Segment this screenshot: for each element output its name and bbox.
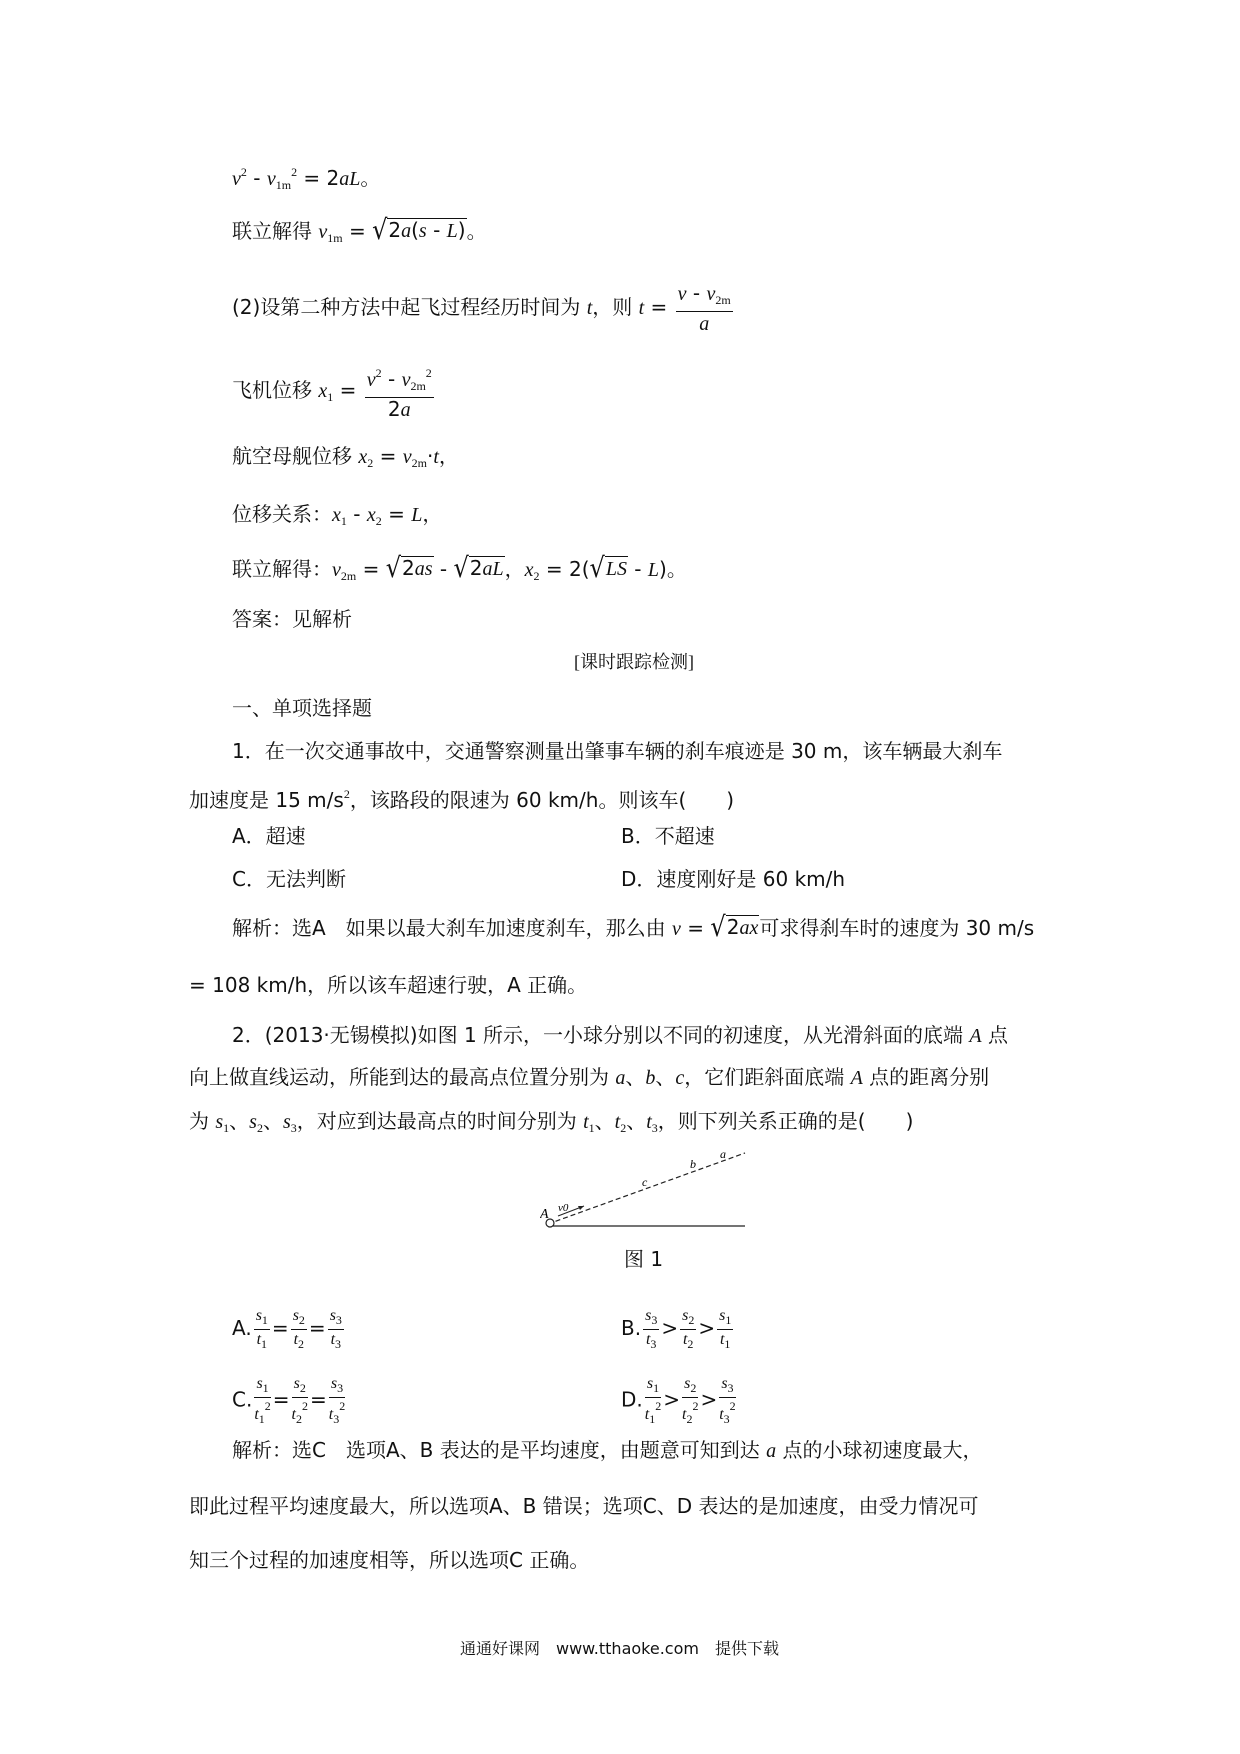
question-1-text bbox=[189, 782, 734, 812]
subscript: 3 bbox=[335, 1313, 342, 1327]
text-run: 2 bbox=[388, 218, 402, 242]
math-variable: v bbox=[232, 168, 241, 190]
fraction bbox=[645, 1374, 661, 1428]
numerator bbox=[676, 282, 733, 312]
text-run: · bbox=[426, 444, 434, 468]
text-run: 2 bbox=[387, 397, 401, 421]
text-run: C．无法判断 bbox=[232, 867, 346, 891]
question-type-heading bbox=[232, 696, 372, 720]
math-variable: x bbox=[318, 380, 328, 402]
numerator bbox=[328, 1306, 344, 1330]
subscript: 2m bbox=[340, 569, 357, 583]
subscript: 1 bbox=[261, 1313, 268, 1327]
option-c bbox=[232, 1374, 347, 1428]
subscript: 1 bbox=[588, 1121, 595, 1135]
math-variable: a bbox=[766, 1440, 777, 1462]
text-run: = bbox=[680, 916, 711, 940]
option-b bbox=[621, 1306, 735, 1353]
subscript: 3 bbox=[337, 1381, 344, 1395]
answer-line bbox=[232, 607, 352, 631]
superscript: 2 bbox=[291, 165, 298, 179]
fraction bbox=[328, 1306, 344, 1353]
text-run: = bbox=[381, 502, 412, 526]
text-run: - bbox=[381, 367, 402, 391]
math-variable: s bbox=[215, 1111, 224, 1133]
subscript: 3 bbox=[723, 1412, 730, 1426]
denominator bbox=[645, 1398, 661, 1428]
numerator bbox=[717, 1306, 733, 1330]
subscript: 3 bbox=[335, 1337, 342, 1351]
subscript: 1m bbox=[275, 178, 292, 192]
text-run: 、 bbox=[262, 1109, 283, 1133]
denominator bbox=[646, 1330, 656, 1353]
text-run: 1．在一次交通事故中，交通警察测量出肇事车辆的刹车痕迹是 30 m，该车辆最大刹车 bbox=[232, 739, 1003, 763]
radicand bbox=[469, 556, 505, 580]
math-variable: s bbox=[646, 1375, 654, 1392]
solution-2 bbox=[189, 1494, 978, 1518]
radicand bbox=[401, 556, 434, 580]
subscript: 2m bbox=[715, 293, 731, 307]
math-variable: t bbox=[256, 1331, 262, 1348]
math-variable: a bbox=[400, 399, 411, 421]
text-run: 、 bbox=[594, 1109, 615, 1133]
label-b: b bbox=[690, 1157, 696, 1171]
subscript: 1 bbox=[327, 390, 334, 404]
denominator bbox=[699, 312, 709, 335]
math-variable: v bbox=[266, 168, 276, 190]
math-variable: t bbox=[614, 1111, 621, 1133]
numerator bbox=[254, 1374, 270, 1398]
math-variable: v bbox=[366, 369, 376, 391]
math-variable: x bbox=[366, 504, 376, 526]
fraction bbox=[676, 282, 733, 335]
text-run: 解析：选A 如果以最大刹车加速度刹车，那么由 bbox=[232, 916, 673, 940]
fraction bbox=[719, 1374, 735, 1428]
text-run: 、 bbox=[626, 1109, 647, 1133]
subscript: 1 bbox=[258, 1412, 265, 1426]
math-variable: s bbox=[721, 1375, 728, 1392]
solution-1 bbox=[232, 910, 1035, 944]
subscript: 3 bbox=[290, 1121, 297, 1135]
text-run: 飞机位移 bbox=[232, 378, 319, 402]
superscript: 2 bbox=[302, 1399, 308, 1413]
math-variable: s bbox=[682, 1307, 689, 1324]
text-run: 航空母舰位移 bbox=[232, 444, 359, 468]
text-run: 、 bbox=[655, 1065, 676, 1089]
text-run: ，该路段的限速为 60 km/h。则该车( ) bbox=[349, 788, 735, 812]
subscript: 2 bbox=[620, 1121, 627, 1135]
math-variable: v bbox=[401, 369, 411, 391]
denominator bbox=[388, 398, 411, 421]
label-c: c bbox=[642, 1175, 648, 1189]
text-run: 联立解得 bbox=[232, 219, 319, 243]
text-run: 。 bbox=[466, 219, 487, 243]
text-run: = bbox=[342, 219, 373, 243]
text-run: B. bbox=[621, 1316, 642, 1340]
equation-line bbox=[232, 551, 687, 588]
superscript: 2 bbox=[343, 787, 350, 801]
text-run: ，则下列关系正确的是( ) bbox=[657, 1109, 914, 1133]
subscript: 2 bbox=[298, 1337, 305, 1351]
text-run: - bbox=[346, 502, 367, 526]
math-variable: s bbox=[255, 1307, 262, 1324]
subscript: 1 bbox=[725, 1313, 732, 1327]
text-run: ，则 bbox=[592, 295, 639, 319]
question-2-text bbox=[189, 1065, 989, 1090]
footer-credit bbox=[460, 1637, 779, 1661]
square-root bbox=[710, 910, 759, 944]
label-v0: v0 bbox=[558, 1202, 569, 1214]
option-b bbox=[621, 824, 715, 848]
subscript: 1 bbox=[724, 1337, 731, 1351]
text-run: = 2( bbox=[539, 557, 590, 581]
text-run: 联立解得： bbox=[232, 557, 332, 581]
text-run: 图 1 bbox=[624, 1247, 664, 1271]
text-run: C. bbox=[232, 1387, 253, 1412]
option-c bbox=[232, 867, 346, 891]
math-variable: A bbox=[850, 1067, 863, 1089]
subscript: 2 bbox=[298, 1313, 305, 1327]
text-run: 即此过程平均速度最大，所以选项A、B 错误；选项C、D 表达的是加速度，由受力情况可 bbox=[189, 1494, 979, 1518]
math-variable: s bbox=[292, 1307, 299, 1324]
math-variable: t bbox=[330, 1331, 336, 1348]
fraction bbox=[365, 362, 434, 421]
text-run: = bbox=[356, 557, 386, 581]
math-variable: t bbox=[433, 446, 439, 468]
text-run: 知三个过程的加速度相等，所以选项C 正确。 bbox=[189, 1548, 590, 1572]
subscript: 3 bbox=[651, 1121, 658, 1135]
text-run: A．超速 bbox=[232, 824, 306, 848]
text-run: = bbox=[644, 295, 674, 319]
text-run: - bbox=[426, 218, 447, 242]
math-variable: s bbox=[249, 1111, 257, 1133]
text-run: )。 bbox=[659, 557, 687, 581]
text-run: > bbox=[663, 1387, 680, 1412]
text-run: 可求得刹车时的速度为 30 m/s bbox=[759, 916, 1035, 940]
math-variable: x bbox=[332, 504, 341, 526]
math-variable: s bbox=[418, 220, 427, 242]
square-root bbox=[453, 551, 504, 585]
text-run: 点的小球初速度最大， bbox=[776, 1438, 983, 1462]
math-variable: t bbox=[583, 1111, 589, 1133]
superscript: 2 bbox=[264, 1399, 271, 1413]
text-run: 通通好课网 www.tthaoke.com 提供下载 bbox=[460, 1639, 779, 1658]
numerator bbox=[719, 1374, 735, 1398]
numerator bbox=[254, 1306, 270, 1330]
denominator bbox=[257, 1330, 267, 1353]
math-variable: t bbox=[291, 1406, 296, 1423]
math-variable: t bbox=[644, 1406, 650, 1423]
subscript: 1 bbox=[261, 1337, 268, 1351]
text-run: B．不超速 bbox=[621, 824, 715, 848]
fraction bbox=[329, 1374, 345, 1428]
fraction bbox=[682, 1374, 698, 1428]
math-variable: x bbox=[358, 446, 368, 468]
math-variable: v bbox=[402, 446, 412, 468]
math-variable: t bbox=[719, 1406, 724, 1423]
math-variable: s bbox=[329, 1307, 336, 1324]
denominator bbox=[682, 1398, 698, 1428]
question-2-text bbox=[189, 1109, 913, 1140]
text-run: 向上做直线运动，所能到达的最高点位置分别为 bbox=[189, 1065, 616, 1089]
radical-sign: √ bbox=[589, 551, 605, 585]
text-run: ，它们距斜面底端 bbox=[684, 1065, 851, 1089]
numerator bbox=[365, 362, 434, 398]
subscript: 1 bbox=[649, 1412, 656, 1426]
subscript: 2 bbox=[688, 1313, 695, 1327]
equation-line bbox=[232, 282, 735, 335]
text-run: ，对应到达最高点的时间分别为 bbox=[296, 1109, 584, 1133]
superscript: 2 bbox=[375, 366, 382, 380]
text-run: - bbox=[433, 557, 454, 581]
text-run: 、 bbox=[229, 1109, 250, 1133]
text-run: 2．(2013·无锡模拟)如图 1 所示，一小球分别以不同的初速度，从光滑斜面的底端 bbox=[232, 1023, 970, 1047]
text-run: - bbox=[686, 281, 707, 305]
math-variable: aL bbox=[339, 168, 361, 190]
numerator bbox=[645, 1374, 661, 1398]
math-variable: L bbox=[647, 559, 660, 581]
text-run: 点 bbox=[981, 1023, 1008, 1047]
math-variable: a bbox=[615, 1067, 626, 1089]
subscript: 1 bbox=[223, 1121, 230, 1135]
text-run: 点的距离分别 bbox=[862, 1065, 990, 1089]
text-run: = 108 km/h，所以该车超速行驶，A 正确。 bbox=[189, 973, 588, 997]
math-variable: s bbox=[330, 1375, 338, 1392]
math-variable: b bbox=[645, 1067, 656, 1089]
subscript: 3 bbox=[651, 1313, 658, 1327]
fraction bbox=[291, 1306, 307, 1353]
math-variable: v bbox=[318, 221, 328, 243]
text-run: A. bbox=[232, 1316, 252, 1340]
text-run: = bbox=[310, 1387, 327, 1412]
superscript: 2 bbox=[240, 165, 247, 179]
incline-figure bbox=[540, 1148, 750, 1238]
math-variable: s bbox=[282, 1111, 291, 1133]
text-run: = 2 bbox=[297, 166, 340, 190]
text-run: ) bbox=[457, 218, 466, 242]
numerator bbox=[292, 1374, 308, 1398]
subscript: 2 bbox=[686, 1412, 693, 1426]
text-run: 答案：见解析 bbox=[232, 607, 352, 631]
math-variable: t bbox=[328, 1406, 334, 1423]
numerator bbox=[682, 1374, 698, 1398]
math-variable: t bbox=[682, 1331, 688, 1348]
equation-line bbox=[232, 444, 459, 475]
math-variable: v bbox=[677, 283, 687, 305]
text-run: - bbox=[627, 557, 648, 581]
label-a: a bbox=[720, 1148, 726, 1161]
text-run: = bbox=[272, 1387, 290, 1412]
text-run: 位移关系： bbox=[232, 502, 332, 526]
numerator bbox=[329, 1374, 345, 1398]
label-A: A bbox=[540, 1207, 549, 1222]
text-run: 为 bbox=[189, 1109, 216, 1133]
equation-line bbox=[232, 213, 487, 250]
math-variable: s bbox=[684, 1375, 691, 1392]
equation-line bbox=[232, 362, 436, 421]
radical-sign: √ bbox=[710, 910, 726, 944]
math-variable: t bbox=[646, 1111, 652, 1133]
text-run: 。 bbox=[360, 166, 381, 190]
math-variable: v bbox=[706, 283, 716, 305]
square-root bbox=[589, 551, 628, 585]
subscript: 3 bbox=[650, 1337, 657, 1351]
superscript: 2 bbox=[425, 366, 432, 380]
equation-line bbox=[232, 160, 380, 197]
fraction bbox=[254, 1306, 270, 1353]
text-run: 2 bbox=[402, 556, 415, 580]
math-variable: a bbox=[699, 313, 710, 335]
math-variable: A bbox=[969, 1025, 982, 1047]
text-run: ， bbox=[438, 444, 459, 468]
subscript: 2 bbox=[299, 1381, 306, 1395]
math-variable: s bbox=[256, 1375, 263, 1392]
question-1-text bbox=[232, 739, 1002, 763]
subscript: 2 bbox=[296, 1412, 302, 1426]
text-run: D. bbox=[621, 1387, 643, 1412]
denominator bbox=[292, 1398, 308, 1428]
radical-sign: √ bbox=[385, 551, 402, 585]
text-run: ( bbox=[411, 218, 419, 242]
math-variable: v bbox=[332, 559, 341, 581]
subscript: 1m bbox=[327, 231, 343, 245]
option-a bbox=[232, 1306, 346, 1353]
subscript: 2m bbox=[411, 456, 427, 470]
fraction bbox=[292, 1374, 308, 1428]
math-variable: t bbox=[681, 1406, 687, 1423]
superscript: 2 bbox=[339, 1399, 346, 1413]
text-run: D．速度刚好是 60 km/h bbox=[621, 867, 846, 891]
subscript: 3 bbox=[727, 1381, 734, 1395]
denominator bbox=[331, 1330, 341, 1353]
text-run: > bbox=[700, 1387, 718, 1412]
math-variable: as bbox=[414, 558, 433, 580]
text-run: > bbox=[698, 1316, 716, 1340]
text-run: 、 bbox=[625, 1065, 646, 1089]
subscript: 1 bbox=[262, 1381, 269, 1395]
denominator bbox=[720, 1330, 730, 1353]
subscript: 1 bbox=[653, 1381, 660, 1395]
text-run: 解析：选C 选项A、B 表达的是平均速度，由题意可知到达 bbox=[232, 1438, 767, 1462]
math-variable: t bbox=[293, 1331, 299, 1348]
denominator bbox=[719, 1398, 735, 1428]
option-d bbox=[621, 867, 845, 891]
text-run: = bbox=[333, 378, 363, 402]
radical-sign: √ bbox=[372, 213, 388, 247]
superscript: 2 bbox=[655, 1399, 662, 1413]
subscript: 2 bbox=[687, 1337, 694, 1351]
superscript: 2 bbox=[729, 1399, 736, 1413]
text-run: 加速度是 15 m/s bbox=[189, 788, 344, 812]
numerator bbox=[643, 1306, 659, 1330]
option-a bbox=[232, 824, 306, 848]
math-variable: LS bbox=[605, 558, 627, 580]
math-variable: v bbox=[672, 918, 681, 940]
text-run: ， bbox=[504, 557, 525, 581]
square-root bbox=[372, 213, 467, 247]
subscript: 3 bbox=[333, 1412, 340, 1426]
math-variable: t bbox=[254, 1406, 259, 1423]
fraction bbox=[680, 1306, 696, 1353]
radicand bbox=[387, 218, 466, 242]
subscript: 2 bbox=[690, 1381, 697, 1395]
subscript: 1 bbox=[340, 514, 347, 528]
text-run: 一、单项选择题 bbox=[232, 696, 372, 720]
subscript: 2m bbox=[410, 379, 426, 393]
math-variable: aL bbox=[482, 558, 504, 580]
figure-caption bbox=[624, 1247, 663, 1271]
text-run: - bbox=[246, 166, 267, 190]
question-2-text bbox=[232, 1023, 1008, 1048]
text-run: > bbox=[661, 1316, 679, 1340]
solution-1 bbox=[189, 973, 587, 997]
section-heading bbox=[574, 650, 694, 674]
math-variable: x bbox=[524, 559, 534, 581]
denominator bbox=[294, 1330, 304, 1353]
math-variable: s bbox=[719, 1307, 726, 1324]
radicand bbox=[605, 556, 628, 580]
text-run: (2)设第二种方法中起飞过程经历时间为 bbox=[232, 295, 587, 319]
solution-2 bbox=[232, 1438, 982, 1463]
text-run: 2 bbox=[469, 556, 483, 580]
math-variable: c bbox=[675, 1067, 685, 1089]
text-run: 2 bbox=[726, 915, 740, 939]
square-root bbox=[385, 551, 434, 585]
subscript: 2 bbox=[375, 514, 382, 528]
text-run: ， bbox=[422, 502, 443, 526]
numerator bbox=[291, 1306, 307, 1330]
radical-sign: √ bbox=[453, 551, 469, 585]
text-run: = bbox=[373, 444, 403, 468]
text-run: [课时跟踪检测] bbox=[574, 652, 694, 672]
math-variable: ax bbox=[739, 917, 759, 939]
math-variable: L bbox=[411, 504, 423, 526]
subscript: 2 bbox=[367, 456, 374, 470]
solution-2 bbox=[189, 1548, 589, 1572]
math-variable: t bbox=[586, 297, 593, 319]
equation-line bbox=[232, 502, 442, 533]
fraction bbox=[643, 1306, 659, 1353]
math-variable: t bbox=[638, 297, 645, 319]
denominator bbox=[683, 1330, 693, 1353]
subscript: 2 bbox=[533, 569, 540, 583]
fraction bbox=[254, 1374, 270, 1428]
math-variable: s bbox=[645, 1307, 652, 1324]
text-run: = bbox=[308, 1316, 326, 1340]
text-run: = bbox=[271, 1316, 289, 1340]
math-variable: s bbox=[293, 1375, 300, 1392]
denominator bbox=[329, 1398, 345, 1428]
option-d bbox=[621, 1374, 738, 1428]
superscript: 2 bbox=[692, 1399, 699, 1413]
subscript: 2 bbox=[256, 1121, 263, 1135]
math-variable: t bbox=[645, 1331, 651, 1348]
fraction bbox=[717, 1306, 733, 1353]
math-variable: a bbox=[401, 220, 412, 242]
denominator bbox=[254, 1398, 270, 1428]
numerator bbox=[680, 1306, 696, 1330]
math-variable: t bbox=[719, 1331, 725, 1348]
radicand bbox=[726, 915, 760, 939]
math-variable: L bbox=[446, 220, 458, 242]
